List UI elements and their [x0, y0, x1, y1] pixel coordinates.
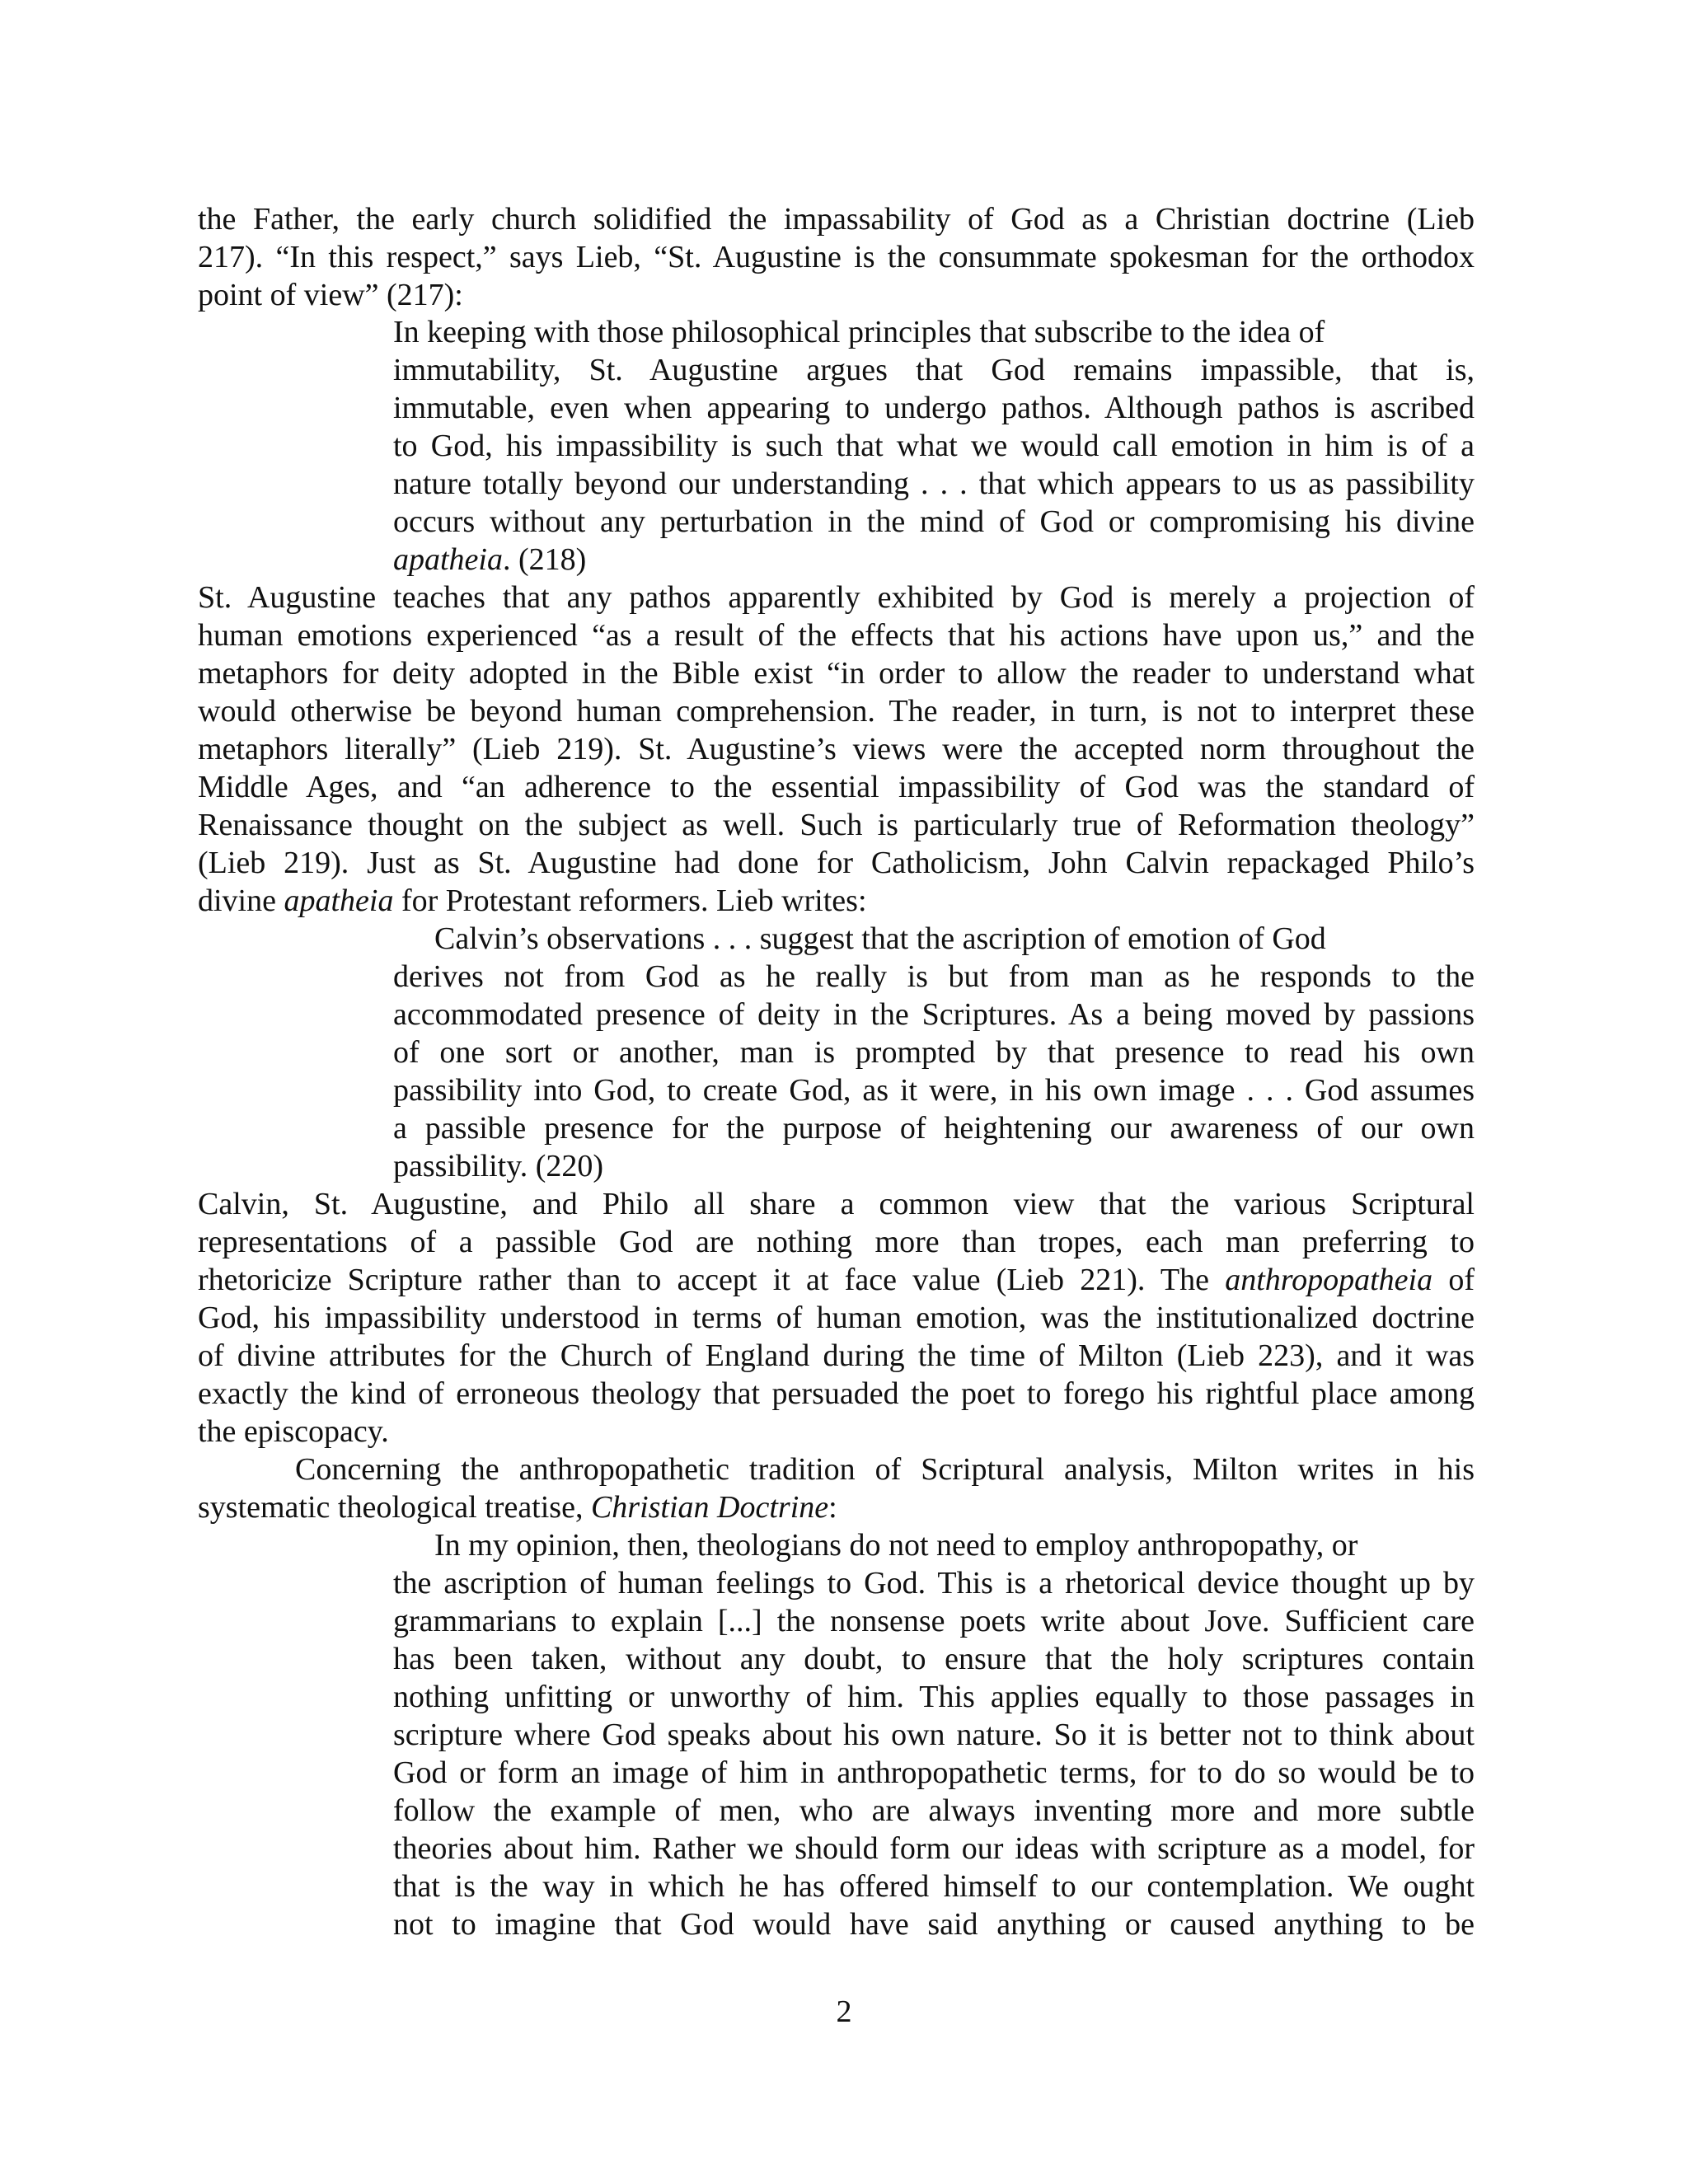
body-line: systematic theological treatise, Christian Doctrine:	[198, 1490, 837, 1525]
body-line: (Lieb 219). Just as St. Augustine had done for Catholicism, John Calvin repackaged Philo’s	[198, 846, 1475, 880]
body-line: the episcopacy.	[198, 1414, 389, 1449]
block-quote-line: the ascription of human feelings to God. This is a rhetorical device thought up by	[393, 1566, 1475, 1601]
block-quote-line: occurs without any perturbation in the mind of God or compromising his divine	[393, 504, 1475, 539]
block-quote-line: Calvin’s observations . . . suggest that the ascription of emotion of God	[434, 921, 1326, 956]
body-line: Middle Ages, and “an adherence to the essential impassibility of God was the standard of	[198, 770, 1475, 804]
body-line: St. Augustine teaches that any pathos apparently exhibited by God is merely a projection of	[198, 580, 1475, 615]
block-quote-line: to God, his impassibility is such that what we would call emotion in him is of a	[393, 429, 1475, 463]
body-line: point of view” (217):	[198, 278, 463, 312]
block-quote-line: In keeping with those philosophical principles that subscribe to the idea of	[393, 315, 1325, 349]
block-quote-line: apatheia. (218)	[393, 542, 587, 577]
body-line: Renaissance thought on the subject as well. Such is particularly true of Reformation theology”	[198, 808, 1475, 842]
block-quote-line: In my opinion, then, theologians do not need to employ anthropopathy, or	[434, 1528, 1358, 1563]
page-number: 2	[836, 1994, 852, 2029]
block-quote-line: immutable, even when appearing to undergo pathos. Although pathos is ascribed	[393, 391, 1475, 425]
block-quote-line: passibility. (220)	[393, 1149, 604, 1183]
block-quote-line: nothing unfitting or unworthy of him. This applies equally to those passages in	[393, 1680, 1475, 1714]
block-quote-line: of one sort or another, man is prompted by that presence to read his own	[393, 1035, 1475, 1070]
block-quote-line: immutability, St. Augustine argues that God remains impassible, that is,	[393, 353, 1475, 387]
body-line: divine apatheia for Protestant reformers. Lieb writes:	[198, 883, 867, 918]
body-line: God, his impassibility understood in terms of human emotion, was the institutionalized doctrine	[198, 1301, 1475, 1335]
block-quote-line: derives not from God as he really is but from man as he responds to the	[393, 959, 1475, 994]
block-quote-line: scripture where God speaks about his own nature. So it is better not to think about	[393, 1718, 1475, 1752]
block-quote-line: nature totally beyond our understanding . . . that which appears to us as passibility	[393, 466, 1475, 501]
block-quote-line: has been taken, without any doubt, to ensure that the holy scriptures contain	[393, 1642, 1475, 1676]
block-quote-line: accommodated presence of deity in the Scriptures. As a being moved by passions	[393, 997, 1475, 1032]
block-quote-line: a passible presence for the purpose of heightening our awareness of our own	[393, 1111, 1475, 1146]
body-line: of divine attributes for the Church of England during the time of Milton (Lieb 223), and it was	[198, 1338, 1475, 1373]
block-quote-line: grammarians to explain [...] the nonsense poets write about Jove. Sufficient care	[393, 1604, 1475, 1638]
body-line: human emotions experienced “as a result of the effects that his actions have upon us,” and the	[198, 618, 1475, 653]
body-line: would otherwise be beyond human comprehension. The reader, in turn, is not to interpret these	[198, 694, 1475, 729]
block-quote-line: theories about him. Rather we should form our ideas with scripture as a model, for	[393, 1831, 1475, 1866]
body-line: rhetoricize Scripture rather than to accept it at face value (Lieb 221). The anthropopatheia of	[198, 1263, 1475, 1297]
block-quote-line: passibility into God, to create God, as it were, in his own image . . . God assumes	[393, 1073, 1475, 1108]
block-quote-line: not to imagine that God would have said anything or caused anything to be	[393, 1907, 1475, 1942]
block-quote-line: follow the example of men, who are always inventing more and more subtle	[393, 1793, 1475, 1828]
body-line: exactly the kind of erroneous theology that persuaded the poet to forego his rightful place among	[198, 1376, 1475, 1411]
body-line: Concerning the anthropopathetic tradition of Scriptural analysis, Milton writes in his	[295, 1452, 1475, 1487]
body-line: Calvin, St. Augustine, and Philo all share a common view that the various Scriptural	[198, 1187, 1475, 1221]
body-line: the Father, the early church solidified the impassability of God as a Christian doctrine (Lieb	[198, 202, 1475, 237]
body-line: representations of a passible God are nothing more than tropes, each man preferring to	[198, 1225, 1475, 1259]
block-quote-line: that is the way in which he has offered himself to our contemplation. We ought	[393, 1869, 1475, 1904]
block-quote-line: God or form an image of him in anthropopathetic terms, for to do so would be to	[393, 1755, 1475, 1790]
body-line: metaphors literally” (Lieb 219). St. Augustine’s views were the accepted norm throughout the	[198, 732, 1475, 766]
body-line: 217). “In this respect,” says Lieb, “St. Augustine is the consummate spokesman for the orthodox	[198, 240, 1475, 274]
body-line: metaphors for deity adopted in the Bible exist “in order to allow the reader to understand what	[198, 656, 1475, 691]
